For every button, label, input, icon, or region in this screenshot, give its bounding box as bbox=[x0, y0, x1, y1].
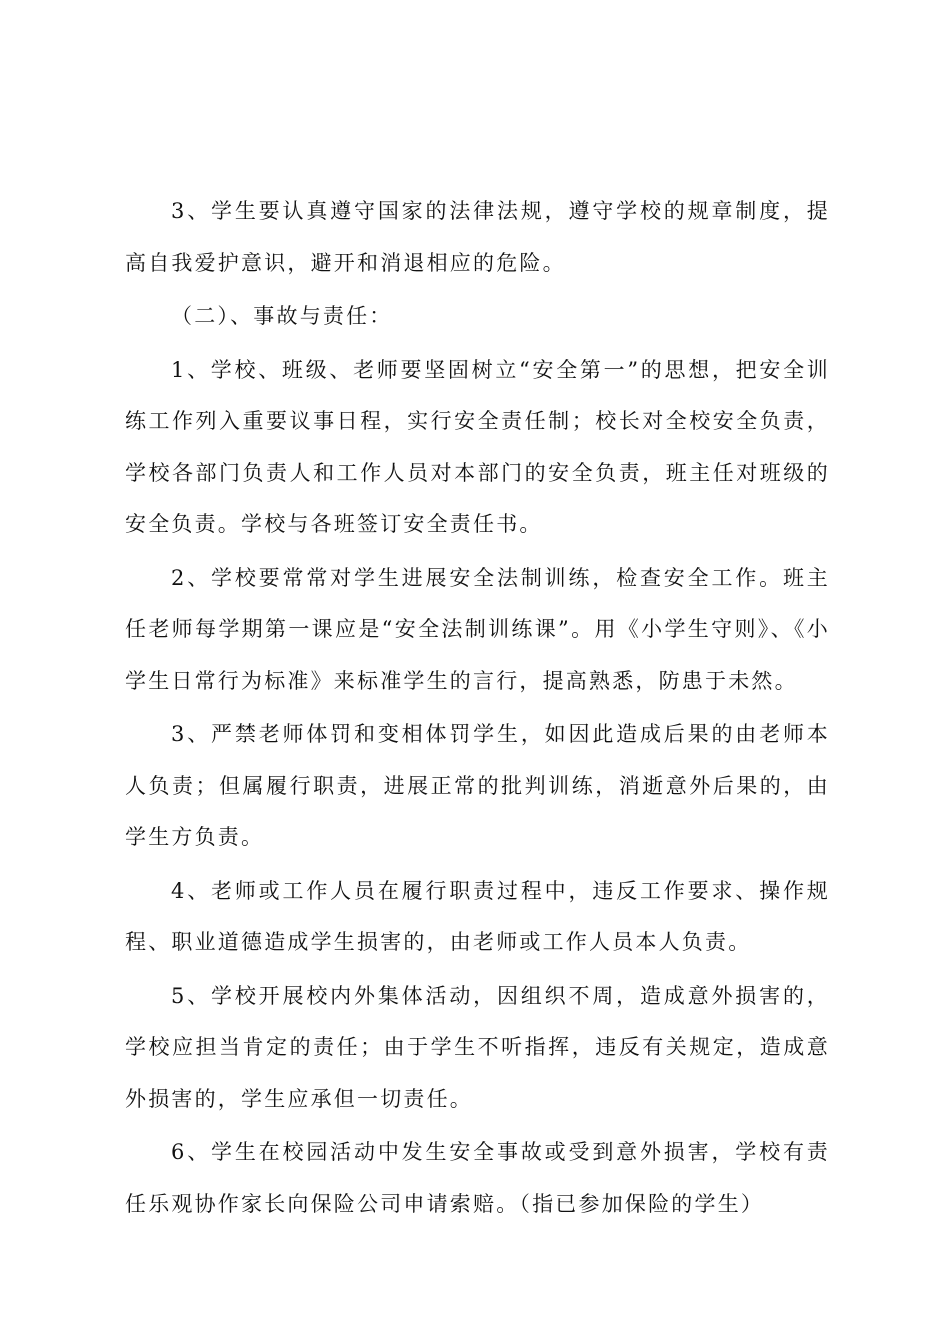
paragraph-safety-first: 1、学校、班级、老师要坚固树立“安全第一”的思想，把安全训练工作列入重要议事日程，实行安全责任制；校长对全校安全负责，学校各部门负责人和工作人员对本部门的安全负责，班主任对班级的安全负责。学校与各班签订安全责任书。 bbox=[125, 357, 830, 536]
section-heading-accidents-responsibility: （二）、事故与责任： bbox=[171, 304, 393, 328]
paragraph-insurance-claims: 6、学生在校园活动中发生安全事故或受到意外损害，学校有责任乐观协作家长向保险公司申请索赔。（指已参加保险的学生） bbox=[125, 1140, 830, 1216]
paragraph-student-compliance: 3、学生要认真遵守国家的法律法规，遵守学校的规章制度，提高自我爱护意识，避开和消退相应的危险。 bbox=[125, 199, 830, 275]
paragraph-safety-education: 2、学校要常常对学生进展安全法制训练，检查安全工作。班主任老师每学期第一课应是“安全法制训练课”。用《小学生守则》、《小学生日常行为标准》来标准学生的言行，提高熟悉，防患于未然。 bbox=[125, 565, 830, 693]
paragraph-staff-duty: 4、老师或工作人员在履行职责过程中，违反工作要求、操作规程、职业道德造成学生损害的，由老师或工作人员本人负责。 bbox=[125, 878, 830, 954]
paragraph-corporal-punishment: 3、严禁老师体罚和变相体罚学生，如因此造成后果的由老师本人负责；但属履行职责，进展正常的批判训练，消逝意外后果的，由学生方负责。 bbox=[125, 722, 830, 849]
document-body bbox=[125, 186, 830, 1232]
paragraph-group-activities: 5、学校开展校内外集体活动，因组织不周，造成意外损害的，学校应担当肯定的责任；由于学生不听指挥，违反有关规定，造成意外损害的，学生应承但一切责任。 bbox=[125, 983, 830, 1111]
